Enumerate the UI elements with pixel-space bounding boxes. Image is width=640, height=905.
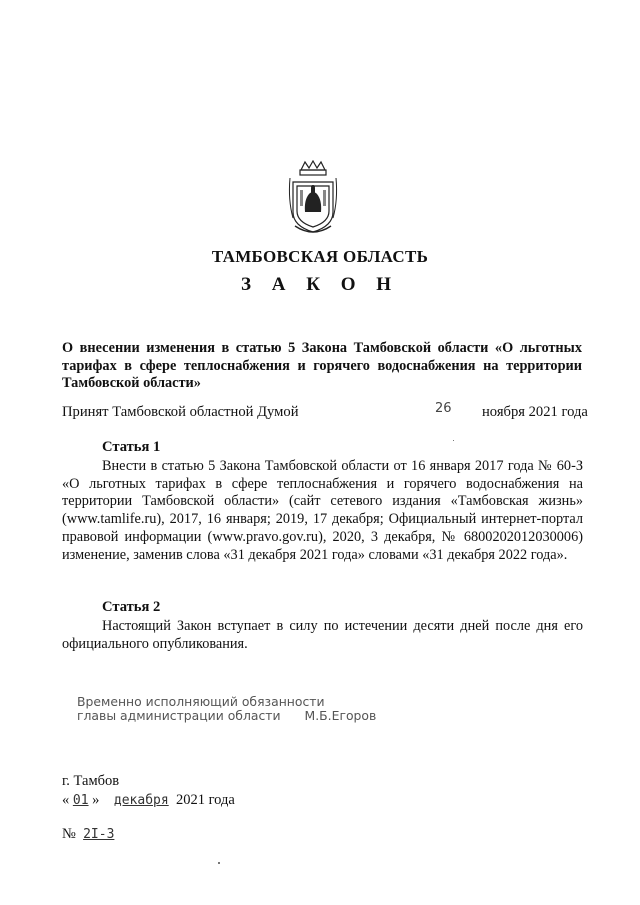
- signature-block: [77, 695, 376, 723]
- signer-position-line2: [77, 709, 376, 723]
- date-month: декабря: [113, 793, 169, 808]
- law-number: [62, 826, 114, 843]
- article-1-heading: Статья 1: [102, 439, 161, 455]
- signer-name: М.Б.Егоров: [304, 708, 377, 723]
- signer-position-text: главы администрации области: [77, 708, 281, 723]
- document-type: З А К О Н: [240, 274, 400, 295]
- article-1-text: Внести в статью 5 Закона Тамбовской области от 16 января 2017 года № 60-З «О льготных тарифах в сфере теплоснабжения и горячего водоснабжения на территории Тамбовской области» (сайт сетевого издания «Тамбовская жизнь» (www.tamlife.ru), 2017, 16 января; 2019, 17 декабря; Официальный интернет-портал правовой информации (www.pravo.gov.ru), 2020, 3 декабря, № 6800202012030006) изменение, заменив слова «31 декабря 2021 года» словами «31 декабря 2022 года».: [62, 458, 583, 563]
- tambov-coat-of-arms-icon: [287, 160, 339, 240]
- date-quote-open: «: [62, 792, 70, 808]
- scan-speck: [453, 440, 454, 441]
- city: г. Тамбов: [62, 773, 120, 789]
- article-2-heading: Статья 2: [102, 599, 161, 615]
- signing-date: [62, 792, 235, 809]
- adopted-day: 26: [435, 401, 452, 416]
- adopted-date-rest: ноября 2021 года: [482, 404, 588, 420]
- date-quote-close: »: [92, 792, 100, 808]
- signer-position-line1: Временно исполняющий обязанности: [77, 694, 325, 709]
- number-value: 2I-3: [83, 827, 115, 842]
- number-label: №: [62, 826, 76, 842]
- region-name: ТАМБОВСКАЯ ОБЛАСТЬ: [211, 247, 429, 266]
- law-title: О внесении изменения в статью 5 Закона Тамбовской области «О льготных тарифах в сфере теплоснабжения и горячего водоснабжения на территории Тамбовской области»: [62, 340, 582, 391]
- date-year: 2021 года: [175, 792, 235, 808]
- date-day: 01: [72, 793, 89, 808]
- scan-speck: [218, 862, 220, 864]
- article-2-text: Настоящий Закон вступает в силу по истечении десяти дней после дня его официального опубликования.: [62, 618, 583, 652]
- adopted-text: Принят Тамбовской областной Думой: [62, 404, 299, 420]
